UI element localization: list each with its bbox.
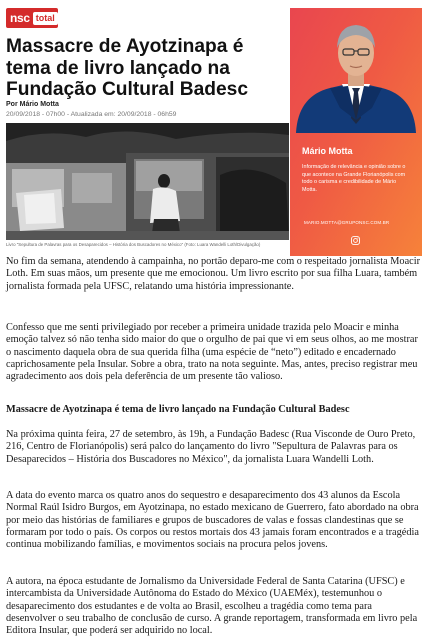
columnist-portrait [290,8,422,133]
article-byline[interactable]: Por Mário Motta [6,101,59,108]
columnist-email[interactable]: MARIO.MOTTA@GRUPONSC.COM.BR [304,220,390,225]
article-paragraph: Na próxima quinta feira, 27 de setembro, às 19h, a Fundação Badesc (Rua Visconde de Ouro Preto, 216, Centro de Florianópolis) será palco do lançamento do livro "Sepultura de Palavras para os Desaparecidos – História dos Buscadores no México", da jornalista Luara Wandelli Loth. [6,429,416,465]
article-photo [6,123,289,240]
instagram-icon[interactable] [351,236,360,245]
article-paragraph: A autora, na época estudante de Jornalismo da Universidade Federal de Santa Catarina (UFSC) e intercambista da Universidade Autônoma do Estado do México (UAEMéx), testemunhou o desaparecimento dos estudantes e de volta ao Brasil, escolheu a tragédia como tema para desenvolver o seu trabalho de conclusão de curso. A grande reportagem, transformada em livro pela Editora Insular, que poderá ser adquirido no local. [6,576,418,637]
article-paragraph: A data do evento marca os quatro anos do sequestro e desaparecimento dos 43 alunos da Escola Normal Raúl Isidro Burgos, em Ayotzinapa, no estado mexicano de Guerrero, fato abordado na obra por meio das histórias de familiares e grupos de buscadores de valas e fossas clandestinas que se formaram por todo o país. Os corpos ou restos mortais dos 43 jamais foram encontrados e a tragédia continua mobilizando famílias, e movimentos sociais na procura pelos jovens. [6,490,419,551]
article-paragraph: Confesso que me senti privilegiado por receber a primeira unidade trazida pelo Moacir e minha emoção talvez só não tenha sido maior do que o orgulho de pai que vi em seus olhos, ao me mostrar o nascimento daquela obra de sua querida filha (uma espécie de “neto”) editado e encadernado caprichosamente pela Insular. Sobre a obra, trato na nota seguinte. Mas, antes, preciso registrar meu agradecimento aos dois pela deferência de um presente tão valioso. [6,322,418,383]
photo-caption: Livro "Sepultura de Palavras para os Desaparecidos – História dos Buscadores no México" (Foto: Luara Wandelli Loth/Divulgação) [6,242,261,247]
columnist-name[interactable]: Mário Motta [302,146,353,156]
logo-main-text: nsc [10,11,30,25]
logo-suffix-text: total [33,12,58,25]
article-subheading: Massacre de Ayotzinapa é tema de livro lançado na Fundação Cultural Badesc [6,404,350,415]
nsc-total-logo[interactable] [6,8,58,28]
article-title: Massacre de Ayotzinapa é tema de livro lançado na Fundação Cultural Badesc [6,36,249,100]
article-dates: 20/09/2018 - 07h00 - Atualizada em: 20/09/2018 - 06h59 [6,111,177,118]
columnist-description: Informação de relevância e opinião sobre o que acontece na Grande Florianópolis com todo o carisma e credibilidade de Mário Motta. [302,164,406,193]
article-paragraph: No fim da semana, atendendo à campainha, no portão deparo-me com o respeitado jornalista Moacir Loth. Em suas mãos, um presente que me emocionou. Um livro escrito por sua filha Luara, também jornalista formada pela UFSC, relatando uma história impressionante. [6,256,421,292]
columnist-card[interactable] [290,8,422,256]
